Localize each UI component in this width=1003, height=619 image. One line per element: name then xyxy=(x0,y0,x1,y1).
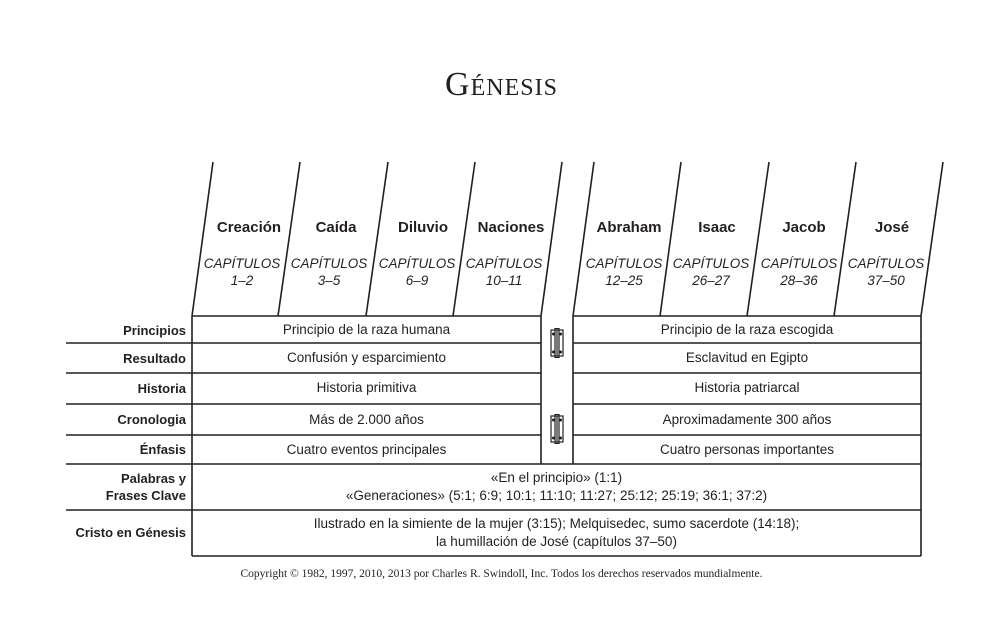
table-cell: Principio de la raza humana xyxy=(282,322,451,337)
table-cell: Cuatro personas importantes xyxy=(659,442,835,457)
column-divider xyxy=(834,162,856,316)
chapter-label: CAPÍTULOS 1–2 xyxy=(203,256,281,288)
row-label: Palabras y Frases Clave xyxy=(105,471,186,503)
column-divider xyxy=(660,162,681,316)
table-cell: Más de 2.000 años xyxy=(309,412,424,427)
page-title: Génesis xyxy=(445,66,558,103)
table-cell: Aproximadamente 300 años xyxy=(662,412,832,427)
book-heading: Naciones xyxy=(477,219,545,236)
column-divider xyxy=(573,162,594,316)
book-heading: José xyxy=(874,219,910,236)
row-label: Principios xyxy=(123,323,186,338)
hinge-icon xyxy=(550,328,564,358)
chapter-label: CAPÍTULOS 10–11 xyxy=(465,256,543,288)
book-heading: Jacob xyxy=(782,219,826,236)
row-label: Énfasis xyxy=(139,442,186,457)
chapter-label: CAPÍTULOS 37–50 xyxy=(847,256,925,288)
table-cell: Cuatro eventos principales xyxy=(286,442,447,457)
row-label: Cronologia xyxy=(117,412,186,427)
chapter-label: CAPÍTULOS 28–36 xyxy=(760,256,838,288)
hinge-icon xyxy=(550,414,564,444)
table-cell: Principio de la raza escogida xyxy=(660,322,834,337)
chapter-label: CAPÍTULOS 12–25 xyxy=(585,256,663,288)
column-divider xyxy=(278,162,300,316)
book-heading: Caída xyxy=(315,219,357,236)
table-cell: Historia patriarcal xyxy=(694,380,800,395)
book-heading: Abraham xyxy=(596,219,662,236)
christ-cell: Ilustrado en la simiente de la mujer (3:15); Melquisedec, sumo sacerdote (14:18); la humillación de José (capítulos 37–50) xyxy=(313,516,800,549)
table-cell: Historia primitiva xyxy=(316,380,417,395)
column-divider xyxy=(541,162,562,316)
row-label: Historia xyxy=(137,381,186,396)
column-divider xyxy=(453,162,475,316)
row-label: Resultado xyxy=(123,351,186,366)
book-heading: Diluvio xyxy=(397,219,448,236)
chapter-label: CAPÍTULOS 3–5 xyxy=(290,256,368,288)
column-divider xyxy=(921,162,943,316)
chapter-label: CAPÍTULOS 26–27 xyxy=(672,256,750,288)
keywords-cell: «En el principio» (1:1) «Generaciones» (5:1; 6:9; 10:1; 11:10; 11:27; 25:12; 25:19; 36:1; 37:2) xyxy=(345,470,768,503)
column-divider xyxy=(192,162,213,316)
copyright-notice: Copyright © 1982, 1997, 2010, 2013 por Charles R. Swindoll, Inc. Todos los derechos reservados mundialmente. xyxy=(240,568,763,580)
chapter-label: CAPÍTULOS 6–9 xyxy=(378,256,456,288)
book-heading: Isaac xyxy=(698,219,736,236)
row-label: Cristo en Génesis xyxy=(75,525,186,540)
table-cell: Confusión y esparcimiento xyxy=(286,350,447,365)
table-cell: Esclavitud en Egipto xyxy=(685,350,809,365)
book-heading: Creación xyxy=(216,219,282,236)
column-divider xyxy=(747,162,769,316)
column-divider xyxy=(366,162,388,316)
